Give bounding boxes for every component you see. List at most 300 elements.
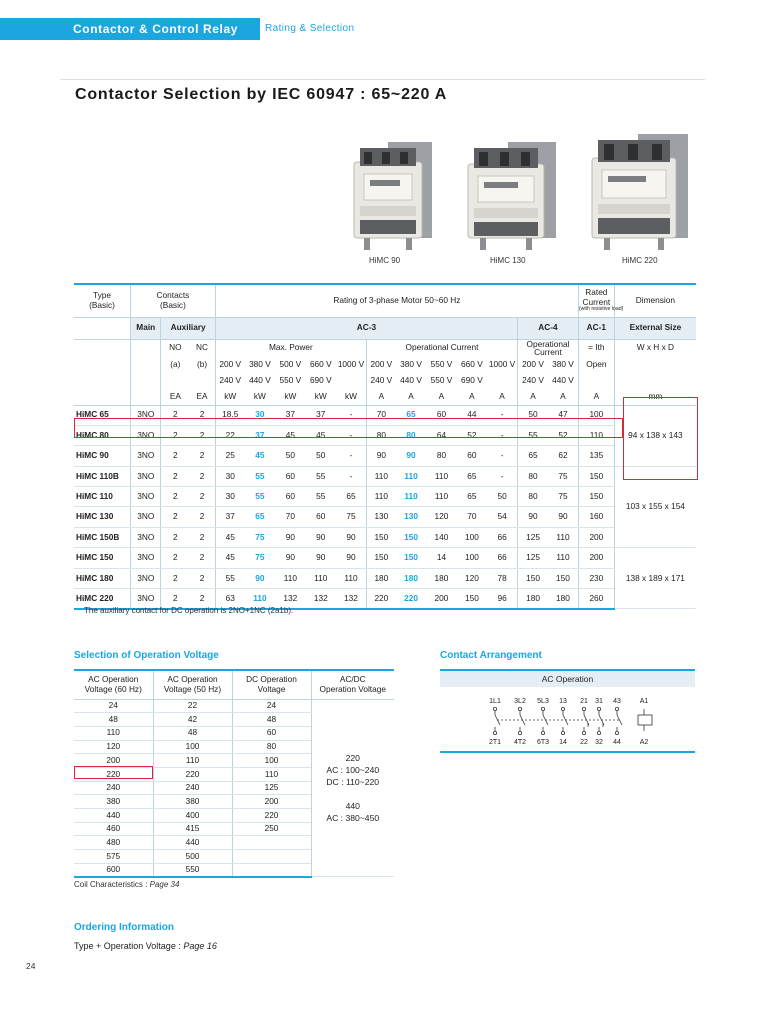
rating-value: -: [336, 466, 366, 486]
contact-count: 2: [161, 446, 189, 466]
header-rating: Rating of 3-phase Motor 50~60 Hz: [215, 284, 578, 317]
voltage-value: 460: [74, 822, 153, 836]
section-tab: Contactor & Control Relay: [0, 18, 260, 40]
voltage-value: 415: [153, 822, 232, 836]
contact-count: 2: [161, 589, 189, 609]
voltage-value: 400: [153, 809, 232, 823]
contact-count: 3NO: [131, 425, 161, 445]
rating-value: 90: [396, 446, 426, 466]
voltage-top: 550 V: [430, 359, 453, 370]
rating-value: 65: [457, 487, 487, 507]
rating-value: 55: [245, 466, 275, 486]
rating-value: 90: [336, 527, 366, 547]
rating-value: 50: [487, 487, 517, 507]
voltage-value: 550: [153, 863, 232, 877]
unit-label: kW: [275, 389, 305, 405]
unit-label: A: [548, 389, 578, 405]
table-row: [74, 466, 696, 486]
contact-count: 3NO: [131, 446, 161, 466]
rating-value: 18.5: [215, 405, 244, 425]
header-contacts-basic: (Basic): [160, 299, 186, 310]
rating-value: 130: [396, 507, 426, 527]
voltage-top: 1000 V: [337, 359, 365, 370]
rating-value: 110: [578, 425, 614, 445]
voltage-bottom: [336, 373, 366, 389]
model-type: HiMC 180: [74, 568, 131, 588]
table-row: [74, 446, 696, 466]
header-mm: mm: [614, 389, 696, 405]
rating-value: 30: [215, 487, 244, 507]
table-row: [74, 568, 696, 588]
rating-value: 80: [426, 446, 456, 466]
rating-value: 65: [396, 405, 426, 425]
contact-count: 2: [161, 507, 189, 527]
unit-label: A: [396, 389, 426, 405]
rating-value: 60: [275, 487, 305, 507]
contact-top-labels: [489, 698, 648, 705]
terminal-label: 31: [595, 698, 603, 705]
rating-value: 90: [518, 507, 548, 527]
coil-page-link[interactable]: Page 34: [149, 880, 180, 889]
terminal-label: 2T1: [488, 739, 502, 746]
header-ac4-current: Current: [534, 347, 562, 358]
header-rated: Rated: [585, 287, 608, 298]
highlight-220v: [74, 766, 153, 779]
contactor-selection-table: [74, 283, 696, 610]
rating-value: 52: [548, 425, 578, 445]
rating-value: 90: [275, 527, 305, 547]
header-type-basic: (Basic): [89, 299, 115, 310]
contact-count: 3NO: [131, 589, 161, 609]
contact-count: 2: [189, 446, 215, 466]
dimension-cell: 103 x 155 x 154: [614, 466, 696, 548]
voltage-value: 120: [74, 740, 153, 754]
table-header-row: [74, 357, 696, 373]
rating-value: 80: [366, 425, 395, 445]
rating-value: 96: [487, 589, 517, 609]
rating-value: 44: [457, 405, 487, 425]
rating-value: 220: [366, 589, 395, 609]
rating-value: 100: [457, 527, 487, 547]
acdc-line: DC : 110~220: [326, 776, 380, 787]
product-image-himc130: [462, 140, 562, 252]
header-ac60-sub: Voltage (60 Hz): [84, 683, 142, 694]
voltage-value: 110: [232, 767, 311, 781]
section-title-ordering: Ordering Information: [74, 922, 174, 933]
table-header-row: [74, 373, 696, 389]
product-image-himc90: [350, 140, 440, 252]
contact-count: 2: [189, 405, 215, 425]
contact-count: 3NO: [131, 568, 161, 588]
header-auxiliary: Auxiliary: [161, 317, 215, 339]
unit-label: kW: [215, 389, 244, 405]
rating-value: 150: [548, 568, 578, 588]
rating-value: -: [487, 425, 517, 445]
contact-count: 2: [189, 527, 215, 547]
rating-value: 37: [306, 405, 336, 425]
rating-value: 150: [366, 527, 395, 547]
rating-value: 90: [306, 548, 336, 568]
rating-value: 65: [518, 446, 548, 466]
auxiliary-note: The auxiliary contact for DC operation is 2NO+1NC (2a1b).: [84, 606, 294, 615]
terminal-label: A1: [639, 698, 649, 705]
rating-value: 90: [336, 548, 366, 568]
rating-value: -: [336, 446, 366, 466]
contact-diagram-box: [440, 687, 695, 753]
voltage-value: 60: [232, 726, 311, 740]
voltage-value: 575: [74, 850, 153, 864]
voltage-value: 380: [74, 795, 153, 809]
voltage-top: 200 V: [366, 357, 395, 373]
voltage-bottom: 440 V: [249, 375, 271, 386]
contact-count: 2: [189, 425, 215, 445]
model-type: HiMC 65: [74, 405, 131, 425]
unit-label: A: [518, 389, 548, 405]
header-ac60: AC Operation: [88, 674, 139, 685]
voltage-value: [232, 836, 311, 850]
voltage-value: 250: [232, 822, 311, 836]
header-ac4-operational: Operational: [526, 338, 570, 349]
rating-value: 110: [336, 568, 366, 588]
coil-label: Coil Characteristics :: [74, 880, 148, 889]
header-main: Main: [131, 317, 161, 339]
rating-value: 180: [548, 589, 578, 609]
voltage-bottom: 240 V: [518, 373, 548, 389]
voltage-value: 220: [232, 809, 311, 823]
voltage-value: 24: [74, 699, 153, 713]
subsection-label: Rating & Selection: [265, 23, 355, 34]
rating-value: 150: [396, 548, 426, 568]
rating-value: 140: [426, 527, 456, 547]
rating-value: 37: [275, 405, 305, 425]
model-type: HiMC 130: [74, 507, 131, 527]
voltage-value: 125: [232, 781, 311, 795]
rating-value: 120: [457, 568, 487, 588]
rating-value: 45: [306, 425, 336, 445]
contact-count: 3NO: [131, 527, 161, 547]
page-title: Contactor Selection by IEC 60947 : 65~220 A: [75, 86, 448, 103]
highlight-dimension: [623, 397, 698, 480]
voltage-value: 440: [74, 809, 153, 823]
rating-value: 125: [518, 527, 548, 547]
acdc-voltage-cell: [311, 699, 394, 877]
contact-arrangement-diagram: [440, 687, 695, 751]
rating-value: 180: [518, 589, 548, 609]
rating-value: 60: [426, 405, 456, 425]
contact-count: 2: [161, 527, 189, 547]
rating-value: 37: [245, 425, 275, 445]
voltage-value: [232, 850, 311, 864]
rating-value: 70: [457, 507, 487, 527]
unit-label: A: [366, 389, 395, 405]
unit-label: kW: [306, 389, 336, 405]
voltage-top: 200 V: [518, 357, 548, 373]
rating-value: -: [336, 405, 366, 425]
rating-value: 110: [245, 589, 275, 609]
rating-value: 75: [548, 466, 578, 486]
rating-value: 150: [457, 589, 487, 609]
contact-count: 2: [189, 548, 215, 568]
rating-value: 150: [366, 548, 395, 568]
voltage-bottom: 240 V: [366, 373, 395, 389]
rating-value: 150: [518, 568, 548, 588]
rating-value: 55: [245, 487, 275, 507]
header-open: Open: [578, 357, 614, 373]
voltage-value: 480: [74, 836, 153, 850]
rating-value: 150: [396, 527, 426, 547]
voltage-value: 22: [153, 699, 232, 713]
rating-value: 47: [548, 405, 578, 425]
rating-value: 65: [336, 487, 366, 507]
header-b: (b): [196, 359, 208, 370]
ordering-text: [74, 941, 217, 951]
dimension-cell: 138 x 189 x 171: [614, 548, 696, 609]
header-ac3: AC-3: [215, 317, 517, 339]
table-row: [74, 527, 696, 547]
unit-label: A: [487, 389, 517, 405]
rating-value: 220: [396, 589, 426, 609]
header-contacts: Contacts: [156, 290, 190, 301]
voltage-top: 660 V: [461, 359, 483, 370]
rating-value: 110: [396, 487, 426, 507]
terminal-label: 13: [559, 698, 567, 705]
rating-value: 180: [396, 568, 426, 588]
rating-value: -: [336, 425, 366, 445]
rating-value: 78: [487, 568, 517, 588]
rating-value: 110: [548, 548, 578, 568]
terminal-label: 43: [613, 698, 621, 705]
voltage-value: 240: [74, 781, 153, 795]
header-ac50-sub: Voltage (50 Hz): [163, 683, 222, 694]
rating-value: 75: [336, 507, 366, 527]
rating-value: 180: [366, 568, 395, 588]
header-external-size: External Size: [614, 317, 696, 339]
coil-characteristics-ref: [74, 880, 179, 889]
voltage-bottom: 690 V: [309, 375, 332, 386]
acdc-line: AC : 100~240: [326, 764, 380, 775]
model-type: HiMC 80: [74, 425, 131, 445]
rating-value: 75: [245, 548, 275, 568]
rating-value: 110: [366, 487, 395, 507]
rating-value: 110: [426, 466, 456, 486]
rating-value: 54: [487, 507, 517, 527]
header-dc-sub: Voltage: [257, 683, 286, 694]
table-header-row: [74, 284, 696, 317]
terminal-label: 44: [613, 739, 621, 746]
rating-value: 132: [275, 589, 305, 609]
rating-value: 160: [578, 507, 614, 527]
voltage-header-row: [74, 670, 394, 699]
header-max-power: Max. Power: [215, 339, 366, 357]
rating-value: 30: [245, 405, 275, 425]
rating-value: 90: [548, 507, 578, 527]
voltage-value: 240: [153, 781, 232, 795]
rating-value: 200: [426, 589, 456, 609]
voltage-top: 380 V: [400, 359, 422, 370]
acdc-line: 440: [345, 801, 360, 811]
unit-label: A: [426, 389, 456, 405]
rating-value: 75: [548, 487, 578, 507]
rating-value: 100: [578, 405, 614, 425]
contact-count: 3NO: [131, 548, 161, 568]
section-title-contact: Contact Arrangement: [440, 650, 542, 661]
unit-label: A: [578, 389, 614, 405]
contact-count: 2: [161, 466, 189, 486]
voltage-value: 48: [74, 713, 153, 727]
header-ea: EA: [189, 389, 215, 405]
rating-value: 125: [518, 548, 548, 568]
header-ea: EA: [161, 389, 189, 405]
contact-bottom-labels: [489, 739, 648, 746]
rating-value: 62: [548, 446, 578, 466]
voltage-value: 100: [232, 754, 311, 768]
rating-value: 75: [245, 527, 275, 547]
header-wxhxd: W x H x D: [614, 339, 696, 357]
header-resistive: (with resistive load): [578, 306, 624, 313]
rating-value: 150: [578, 466, 614, 486]
voltage-value: 600: [74, 863, 153, 877]
rating-value: 80: [518, 466, 548, 486]
section-title-voltage: Selection of Operation Voltage: [74, 650, 219, 661]
rating-value: 30: [215, 466, 244, 486]
voltage-value: 500: [153, 850, 232, 864]
contact-count: 2: [189, 568, 215, 588]
rating-value: 66: [487, 527, 517, 547]
acdc-line: 220: [345, 752, 360, 763]
model-type: HiMC 150: [74, 548, 131, 568]
header-nc: NC: [196, 342, 209, 353]
voltage-value: 200: [74, 754, 153, 768]
rating-value: 50: [306, 446, 336, 466]
rating-value: 110: [306, 568, 336, 588]
rating-value: 135: [578, 446, 614, 466]
contact-count: 2: [161, 405, 189, 425]
rating-value: 37: [215, 507, 244, 527]
contact-count: 2: [189, 589, 215, 609]
rating-value: 120: [426, 507, 456, 527]
rating-value: 90: [275, 548, 305, 568]
voltage-bottom: [487, 373, 517, 389]
product-caption: HiMC 130: [490, 256, 526, 265]
header-dc: DC Operation: [246, 674, 297, 685]
rating-value: 63: [215, 589, 244, 609]
header-acdc: AC/DC: [339, 674, 366, 685]
voltage-value: 48: [232, 713, 311, 727]
rating-value: 100: [457, 548, 487, 568]
rating-value: 200: [578, 527, 614, 547]
header-operational-current: Operational Current: [366, 339, 517, 357]
table-header-row: [74, 389, 696, 405]
rating-value: 45: [215, 548, 244, 568]
header-ith: = Ith: [578, 339, 614, 357]
rating-value: 150: [578, 487, 614, 507]
voltage-value: 24: [232, 699, 311, 713]
voltage-bottom: 550 V: [279, 375, 302, 386]
ordering-page-link[interactable]: Page 16: [183, 941, 217, 951]
rating-value: 110: [366, 466, 395, 486]
header-ac1: AC-1: [578, 317, 614, 339]
contact-count: 3NO: [131, 507, 161, 527]
rating-value: 110: [275, 568, 305, 588]
rating-value: 45: [245, 446, 275, 466]
rating-value: 65: [245, 507, 275, 527]
voltage-top: 500 V: [279, 359, 302, 370]
unit-label: kW: [245, 389, 275, 405]
voltage-value: 110: [153, 754, 232, 768]
voltage-value: 100: [153, 740, 232, 754]
rating-value: 130: [366, 507, 395, 527]
model-type: HiMC 150B: [74, 527, 131, 547]
voltage-top: 380 V: [249, 359, 271, 370]
rating-value: 55: [518, 425, 548, 445]
rating-value: 180: [426, 568, 456, 588]
rating-value: 90: [245, 568, 275, 588]
product-image-himc220: [588, 132, 692, 252]
table-header-row: [74, 317, 696, 339]
terminal-label: 1L1: [489, 698, 501, 705]
rating-value: 90: [366, 446, 395, 466]
rating-value: -: [487, 466, 517, 486]
voltage-value: 440: [153, 836, 232, 850]
voltage-value: 110: [74, 726, 153, 740]
voltage-top: 200 V: [215, 357, 244, 373]
voltage-bottom: 240 V: [215, 373, 244, 389]
rating-value: 45: [275, 425, 305, 445]
contact-count: 2: [161, 425, 189, 445]
contact-count: 3NO: [131, 405, 161, 425]
terminal-label: 22: [580, 739, 588, 746]
terminal-label: 14: [559, 739, 567, 746]
rating-value: 55: [306, 466, 336, 486]
voltage-value: 42: [153, 713, 232, 727]
voltage-value: 220: [74, 767, 153, 781]
unit-label: kW: [336, 389, 366, 405]
rating-value: 60: [457, 446, 487, 466]
model-type: HiMC 110: [74, 487, 131, 507]
rating-value: 200: [578, 548, 614, 568]
rating-value: 80: [518, 487, 548, 507]
voltage-value: [232, 863, 311, 877]
voltage-bottom: 690 V: [461, 375, 483, 386]
voltage-top: 1000 V: [488, 359, 516, 370]
contact-count: 3NO: [131, 487, 161, 507]
rating-value: 60: [275, 466, 305, 486]
header-acdc-sub: Operation Voltage: [319, 683, 386, 694]
contact-header: AC Operation: [440, 669, 695, 687]
voltage-bottom: 550 V: [430, 375, 453, 386]
voltage-top: 380 V: [552, 359, 574, 370]
page-header: [0, 18, 768, 40]
header-dimension: Dimension: [614, 284, 696, 317]
terminal-label: 6T3: [536, 739, 550, 746]
rating-value: 25: [215, 446, 244, 466]
rating-value: -: [487, 405, 517, 425]
rating-value: 260: [578, 589, 614, 609]
voltage-value: 380: [153, 795, 232, 809]
voltage-value: 200: [232, 795, 311, 809]
voltage-bottom: 440 V: [552, 375, 574, 386]
contact-count: 2: [189, 487, 215, 507]
rating-value: 70: [275, 507, 305, 527]
table-row: [74, 487, 696, 507]
acdc-line: AC : 380~450: [326, 813, 380, 824]
header-no: NO: [161, 339, 189, 357]
rating-value: 14: [426, 548, 456, 568]
rating-value: 110: [396, 466, 426, 486]
model-type: HiMC 220: [74, 589, 131, 609]
header-ac50: AC Operation: [167, 674, 218, 685]
terminal-label: 3L2: [514, 698, 526, 705]
